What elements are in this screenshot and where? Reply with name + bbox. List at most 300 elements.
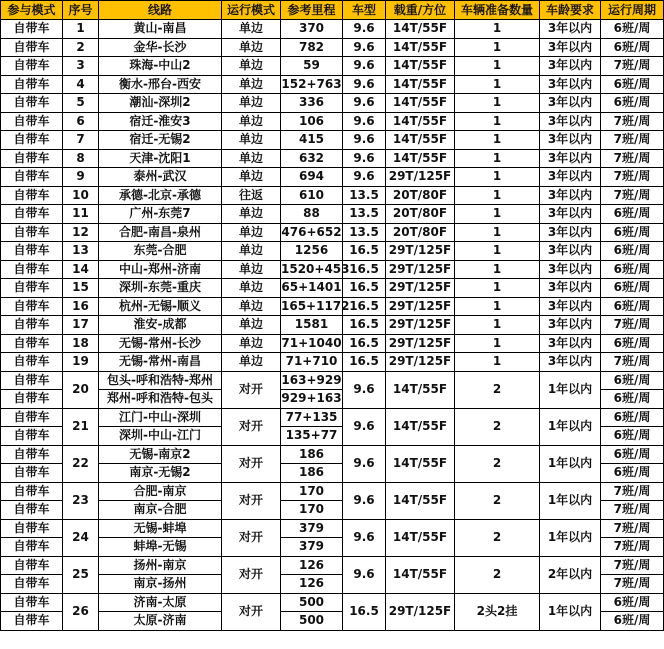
number-cell: 9 — [63, 168, 99, 187]
mode-cell: 自带车 — [1, 482, 63, 501]
number-cell: 10 — [63, 186, 99, 205]
mileage-cell: 88 — [281, 205, 343, 224]
number-cell: 20 — [63, 371, 99, 408]
run-mode-cell: 单边 — [222, 94, 281, 113]
cycle-cell: 6班/周 — [601, 223, 664, 242]
mileage-cell: 336 — [281, 94, 343, 113]
mileage-cell: 1520+453 — [281, 260, 343, 279]
route-cell: 太原-济南 — [99, 612, 222, 631]
header-mileage: 参考里程 — [281, 1, 343, 20]
route-cell: 南京-无锡2 — [99, 464, 222, 483]
table-row — [1, 260, 664, 279]
route-cell: 南京-扬州 — [99, 575, 222, 594]
route-cell: 黄山-南昌 — [99, 20, 222, 39]
quantity-cell: 1 — [455, 260, 540, 279]
vehicle-type-cell: 9.6 — [343, 556, 386, 593]
cycle-cell: 7班/周 — [601, 149, 664, 168]
route-cell: 中山-郑州-济南 — [99, 260, 222, 279]
table-row — [1, 223, 664, 242]
mileage-cell: 694 — [281, 168, 343, 187]
number-cell: 4 — [63, 75, 99, 94]
vehicle-type-cell: 9.6 — [343, 75, 386, 94]
load-cell: 29T/125F — [386, 168, 455, 187]
mileage-cell: 170 — [281, 501, 343, 520]
run-mode-cell: 对开 — [222, 519, 281, 556]
route-cell: 杭州-无锡-顺义 — [99, 297, 222, 316]
mode-cell: 自带车 — [1, 445, 63, 464]
header-cycle: 运行周期 — [601, 1, 664, 20]
vehicle-type-cell: 9.6 — [343, 131, 386, 150]
run-mode-cell: 单边 — [222, 205, 281, 224]
header-mode: 参与模式 — [1, 1, 63, 20]
quantity-cell: 1 — [455, 20, 540, 39]
age-cell: 3年以内 — [540, 112, 601, 131]
mileage-cell: 71+1040 — [281, 334, 343, 353]
mileage-cell: 610 — [281, 186, 343, 205]
load-cell: 14T/55F — [386, 371, 455, 408]
age-cell: 1年以内 — [540, 519, 601, 556]
load-cell: 14T/55F — [386, 445, 455, 482]
number-cell: 26 — [63, 593, 99, 630]
vehicle-type-cell: 9.6 — [343, 445, 386, 482]
number-cell: 2 — [63, 38, 99, 57]
mileage-cell: 165+1172 — [281, 297, 343, 316]
mode-cell: 自带车 — [1, 334, 63, 353]
cycle-cell: 6班/周 — [601, 297, 664, 316]
run-mode-cell: 单边 — [222, 38, 281, 57]
number-cell: 17 — [63, 316, 99, 335]
run-mode-cell: 单边 — [222, 20, 281, 39]
table-row — [1, 482, 664, 501]
load-cell: 14T/55F — [386, 482, 455, 519]
load-cell: 29T/125F — [386, 279, 455, 298]
mileage-cell: 782 — [281, 38, 343, 57]
mileage-cell: 500 — [281, 593, 343, 612]
mileage-cell: 71+710 — [281, 353, 343, 372]
route-cell: 承德-北京-承德 — [99, 186, 222, 205]
age-cell: 3年以内 — [540, 242, 601, 261]
age-cell: 1年以内 — [540, 408, 601, 445]
mileage-cell: 152+763 — [281, 75, 343, 94]
table-row — [1, 353, 664, 372]
load-cell: 14T/55F — [386, 20, 455, 39]
mode-cell: 自带车 — [1, 593, 63, 612]
number-cell: 3 — [63, 57, 99, 76]
run-mode-cell: 单边 — [222, 260, 281, 279]
mode-cell: 自带车 — [1, 464, 63, 483]
route-cell: 衡水-邢台-西安 — [99, 75, 222, 94]
quantity-cell: 1 — [455, 186, 540, 205]
cycle-cell: 6班/周 — [601, 334, 664, 353]
table-row — [1, 297, 664, 316]
cycle-cell: 7班/周 — [601, 501, 664, 520]
number-cell: 22 — [63, 445, 99, 482]
quantity-cell: 1 — [455, 94, 540, 113]
age-cell: 3年以内 — [540, 353, 601, 372]
cycle-cell: 6班/周 — [601, 612, 664, 631]
mileage-cell: 126 — [281, 575, 343, 594]
route-cell: 合肥-南昌-泉州 — [99, 223, 222, 242]
quantity-cell: 1 — [455, 297, 540, 316]
mileage-cell: 106 — [281, 112, 343, 131]
cycle-cell: 6班/周 — [601, 205, 664, 224]
table-row — [1, 38, 664, 57]
number-cell: 11 — [63, 205, 99, 224]
age-cell: 1年以内 — [540, 482, 601, 519]
quantity-cell: 1 — [455, 353, 540, 372]
route-cell: 郑州-呼和浩特-包头 — [99, 390, 222, 409]
age-cell: 3年以内 — [540, 94, 601, 113]
run-mode-cell: 单边 — [222, 353, 281, 372]
age-cell: 2年以内 — [540, 556, 601, 593]
load-cell: 14T/55F — [386, 408, 455, 445]
load-cell: 29T/125F — [386, 242, 455, 261]
cycle-cell: 6班/周 — [601, 427, 664, 446]
run-mode-cell: 单边 — [222, 75, 281, 94]
route-cell: 天津-沈阳1 — [99, 149, 222, 168]
number-cell: 24 — [63, 519, 99, 556]
header-load: 载重/方位 — [386, 1, 455, 20]
table-row — [1, 556, 664, 575]
route-cell: 潮汕-深圳2 — [99, 94, 222, 113]
mileage-cell: 476+652 — [281, 223, 343, 242]
age-cell: 1年以内 — [540, 445, 601, 482]
cycle-cell: 7班/周 — [601, 519, 664, 538]
mileage-cell: 186 — [281, 445, 343, 464]
age-cell: 3年以内 — [540, 297, 601, 316]
mileage-cell: 370 — [281, 20, 343, 39]
quantity-cell: 1 — [455, 242, 540, 261]
vehicle-type-cell: 16.5 — [343, 334, 386, 353]
cycle-cell: 7班/周 — [601, 186, 664, 205]
cycle-cell: 6班/周 — [601, 445, 664, 464]
mode-cell: 自带车 — [1, 297, 63, 316]
load-cell: 14T/55F — [386, 131, 455, 150]
table-body — [1, 20, 664, 631]
mileage-cell: 186 — [281, 464, 343, 483]
run-mode-cell: 单边 — [222, 297, 281, 316]
table-row — [1, 168, 664, 187]
table-row — [1, 279, 664, 298]
vehicle-type-cell: 9.6 — [343, 482, 386, 519]
number-cell: 12 — [63, 223, 99, 242]
load-cell: 14T/55F — [386, 75, 455, 94]
mileage-cell: 135+77 — [281, 427, 343, 446]
number-cell: 8 — [63, 149, 99, 168]
route-cell: 淮安-成都 — [99, 316, 222, 335]
age-cell: 3年以内 — [540, 186, 601, 205]
mode-cell: 自带车 — [1, 501, 63, 520]
route-cell: 东莞-合肥 — [99, 242, 222, 261]
route-cell: 广州-东莞7 — [99, 205, 222, 224]
table-row — [1, 445, 664, 464]
cycle-cell: 6班/周 — [601, 75, 664, 94]
age-cell: 3年以内 — [540, 75, 601, 94]
age-cell: 3年以内 — [540, 131, 601, 150]
age-cell: 3年以内 — [540, 149, 601, 168]
cycle-cell: 7班/周 — [601, 556, 664, 575]
mode-cell: 自带车 — [1, 353, 63, 372]
vehicle-type-cell: 16.5 — [343, 593, 386, 630]
run-mode-cell: 单边 — [222, 112, 281, 131]
age-cell: 3年以内 — [540, 223, 601, 242]
header-vehicle-type: 车型 — [343, 1, 386, 20]
route-cell: 无锡-南京2 — [99, 445, 222, 464]
mode-cell: 自带车 — [1, 316, 63, 335]
run-mode-cell: 单边 — [222, 168, 281, 187]
load-cell: 20T/80F — [386, 205, 455, 224]
age-cell: 3年以内 — [540, 260, 601, 279]
route-cell: 无锡-蚌埠 — [99, 519, 222, 538]
quantity-cell: 2头2挂 — [455, 593, 540, 630]
number-cell: 18 — [63, 334, 99, 353]
load-cell: 29T/125F — [386, 260, 455, 279]
cycle-cell: 6班/周 — [601, 242, 664, 261]
cycle-cell: 7班/周 — [601, 57, 664, 76]
route-cell: 金华-长沙 — [99, 38, 222, 57]
vehicle-type-cell: 13.5 — [343, 205, 386, 224]
quantity-cell: 1 — [455, 57, 540, 76]
route-cell: 扬州-南京 — [99, 556, 222, 575]
number-cell: 15 — [63, 279, 99, 298]
run-mode-cell: 单边 — [222, 279, 281, 298]
mode-cell: 自带车 — [1, 408, 63, 427]
table-row — [1, 519, 664, 538]
cycle-cell: 7班/周 — [601, 575, 664, 594]
mode-cell: 自带车 — [1, 223, 63, 242]
mode-cell: 自带车 — [1, 519, 63, 538]
cycle-cell: 6班/周 — [601, 408, 664, 427]
age-cell: 3年以内 — [540, 168, 601, 187]
vehicle-type-cell: 9.6 — [343, 408, 386, 445]
cycle-cell: 6班/周 — [601, 260, 664, 279]
mileage-cell: 170 — [281, 482, 343, 501]
header-age: 车龄要求 — [540, 1, 601, 20]
table-row — [1, 112, 664, 131]
cycle-cell: 6班/周 — [601, 464, 664, 483]
mileage-cell: 1256 — [281, 242, 343, 261]
quantity-cell: 1 — [455, 279, 540, 298]
table-row — [1, 316, 664, 335]
quantity-cell: 2 — [455, 556, 540, 593]
table-row — [1, 75, 664, 94]
route-cell: 泰州-武汉 — [99, 168, 222, 187]
route-cell: 深圳-中山-江门 — [99, 427, 222, 446]
route-cell: 济南-太原 — [99, 593, 222, 612]
run-mode-cell: 单边 — [222, 334, 281, 353]
mode-cell: 自带车 — [1, 279, 63, 298]
cycle-cell: 7班/周 — [601, 538, 664, 557]
quantity-cell: 2 — [455, 408, 540, 445]
mode-cell: 自带车 — [1, 260, 63, 279]
run-mode-cell: 对开 — [222, 556, 281, 593]
number-cell: 16 — [63, 297, 99, 316]
quantity-cell: 1 — [455, 112, 540, 131]
run-mode-cell: 单边 — [222, 223, 281, 242]
route-cell: 宿迁-淮安3 — [99, 112, 222, 131]
route-cell: 江门-中山-深圳 — [99, 408, 222, 427]
vehicle-type-cell: 16.5 — [343, 242, 386, 261]
table-row — [1, 20, 664, 39]
mileage-cell: 163+929 — [281, 371, 343, 390]
number-cell: 13 — [63, 242, 99, 261]
run-mode-cell: 单边 — [222, 316, 281, 335]
mode-cell: 自带车 — [1, 371, 63, 390]
cycle-cell: 6班/周 — [601, 94, 664, 113]
load-cell: 14T/55F — [386, 519, 455, 556]
load-cell: 14T/55F — [386, 149, 455, 168]
mode-cell: 自带车 — [1, 390, 63, 409]
header-no: 序号 — [63, 1, 99, 20]
age-cell: 3年以内 — [540, 57, 601, 76]
table-row — [1, 371, 664, 390]
route-cell: 珠海-中山2 — [99, 57, 222, 76]
load-cell: 14T/55F — [386, 556, 455, 593]
cycle-cell: 7班/周 — [601, 168, 664, 187]
cycle-cell: 7班/周 — [601, 131, 664, 150]
age-cell: 3年以内 — [540, 334, 601, 353]
vehicle-type-cell: 13.5 — [343, 223, 386, 242]
mode-cell: 自带车 — [1, 242, 63, 261]
run-mode-cell: 单边 — [222, 57, 281, 76]
load-cell: 29T/125F — [386, 593, 455, 630]
header-quantity: 车辆准备数量 — [455, 1, 540, 20]
cycle-cell: 7班/周 — [601, 316, 664, 335]
mileage-cell: 379 — [281, 538, 343, 557]
run-mode-cell: 对开 — [222, 445, 281, 482]
header-run-mode: 运行模式 — [222, 1, 281, 20]
vehicle-type-cell: 9.6 — [343, 168, 386, 187]
vehicle-type-cell: 9.6 — [343, 57, 386, 76]
mode-cell: 自带车 — [1, 205, 63, 224]
quantity-cell: 1 — [455, 38, 540, 57]
quantity-cell: 1 — [455, 75, 540, 94]
route-cell: 深圳-东莞-重庆 — [99, 279, 222, 298]
run-mode-cell: 单边 — [222, 131, 281, 150]
load-cell: 14T/55F — [386, 57, 455, 76]
cycle-cell: 7班/周 — [601, 353, 664, 372]
mileage-cell: 65+1401 — [281, 279, 343, 298]
mode-cell: 自带车 — [1, 168, 63, 187]
age-cell: 3年以内 — [540, 205, 601, 224]
vehicle-type-cell: 16.5 — [343, 353, 386, 372]
vehicle-type-cell: 9.6 — [343, 112, 386, 131]
vehicle-type-cell: 9.6 — [343, 38, 386, 57]
route-cell: 南京-合肥 — [99, 501, 222, 520]
quantity-cell: 1 — [455, 223, 540, 242]
cycle-cell: 7班/周 — [601, 482, 664, 501]
mileage-cell: 632 — [281, 149, 343, 168]
mileage-cell: 1581 — [281, 316, 343, 335]
table-row — [1, 205, 664, 224]
mileage-cell: 126 — [281, 556, 343, 575]
vehicle-type-cell: 16.5 — [343, 316, 386, 335]
table-row — [1, 334, 664, 353]
age-cell: 3年以内 — [540, 279, 601, 298]
mileage-cell: 379 — [281, 519, 343, 538]
table-row — [1, 593, 664, 612]
quantity-cell: 2 — [455, 482, 540, 519]
vehicle-type-cell: 9.6 — [343, 371, 386, 408]
age-cell: 3年以内 — [540, 38, 601, 57]
header-route: 线路 — [99, 1, 222, 20]
age-cell: 3年以内 — [540, 20, 601, 39]
table-row — [1, 57, 664, 76]
mileage-cell: 500 — [281, 612, 343, 631]
load-cell: 29T/125F — [386, 353, 455, 372]
quantity-cell: 2 — [455, 445, 540, 482]
mode-cell: 自带车 — [1, 94, 63, 113]
mileage-cell: 415 — [281, 131, 343, 150]
mode-cell: 自带车 — [1, 149, 63, 168]
cycle-cell: 6班/周 — [601, 38, 664, 57]
number-cell: 23 — [63, 482, 99, 519]
mode-cell: 自带车 — [1, 538, 63, 557]
cycle-cell: 7班/周 — [601, 112, 664, 131]
mode-cell: 自带车 — [1, 75, 63, 94]
mode-cell: 自带车 — [1, 575, 63, 594]
quantity-cell: 2 — [455, 371, 540, 408]
mode-cell: 自带车 — [1, 556, 63, 575]
route-cell: 无锡-常州-长沙 — [99, 334, 222, 353]
number-cell: 7 — [63, 131, 99, 150]
table-row — [1, 186, 664, 205]
mileage-cell: 59 — [281, 57, 343, 76]
run-mode-cell: 往返 — [222, 186, 281, 205]
table-row — [1, 242, 664, 261]
run-mode-cell: 对开 — [222, 593, 281, 630]
mode-cell: 自带车 — [1, 186, 63, 205]
load-cell: 20T/80F — [386, 186, 455, 205]
age-cell: 1年以内 — [540, 371, 601, 408]
cycle-cell: 6班/周 — [601, 371, 664, 390]
route-cell: 包头-呼和浩特-郑州 — [99, 371, 222, 390]
mode-cell: 自带车 — [1, 612, 63, 631]
quantity-cell: 1 — [455, 205, 540, 224]
table-row — [1, 94, 664, 113]
vehicle-type-cell: 9.6 — [343, 519, 386, 556]
run-mode-cell: 单边 — [222, 242, 281, 261]
cycle-cell: 6班/周 — [601, 593, 664, 612]
number-cell: 1 — [63, 20, 99, 39]
run-mode-cell: 对开 — [222, 408, 281, 445]
quantity-cell: 2 — [455, 519, 540, 556]
number-cell: 14 — [63, 260, 99, 279]
mode-cell: 自带车 — [1, 38, 63, 57]
number-cell: 21 — [63, 408, 99, 445]
quantity-cell: 1 — [455, 149, 540, 168]
quantity-cell: 1 — [455, 334, 540, 353]
mode-cell: 自带车 — [1, 20, 63, 39]
vehicle-type-cell: 9.6 — [343, 94, 386, 113]
load-cell: 29T/125F — [386, 316, 455, 335]
mileage-cell: 929+163 — [281, 390, 343, 409]
run-mode-cell: 对开 — [222, 371, 281, 408]
route-cell: 蚌埠-无锡 — [99, 538, 222, 557]
quantity-cell: 1 — [455, 131, 540, 150]
cycle-cell: 6班/周 — [601, 20, 664, 39]
mode-cell: 自带车 — [1, 57, 63, 76]
table-row — [1, 408, 664, 427]
table-row — [1, 131, 664, 150]
quantity-cell: 1 — [455, 168, 540, 187]
vehicle-type-cell: 16.5 — [343, 297, 386, 316]
load-cell: 29T/125F — [386, 297, 455, 316]
cycle-cell: 6班/周 — [601, 390, 664, 409]
mode-cell: 自带车 — [1, 131, 63, 150]
load-cell: 14T/55F — [386, 94, 455, 113]
mode-cell: 自带车 — [1, 112, 63, 131]
